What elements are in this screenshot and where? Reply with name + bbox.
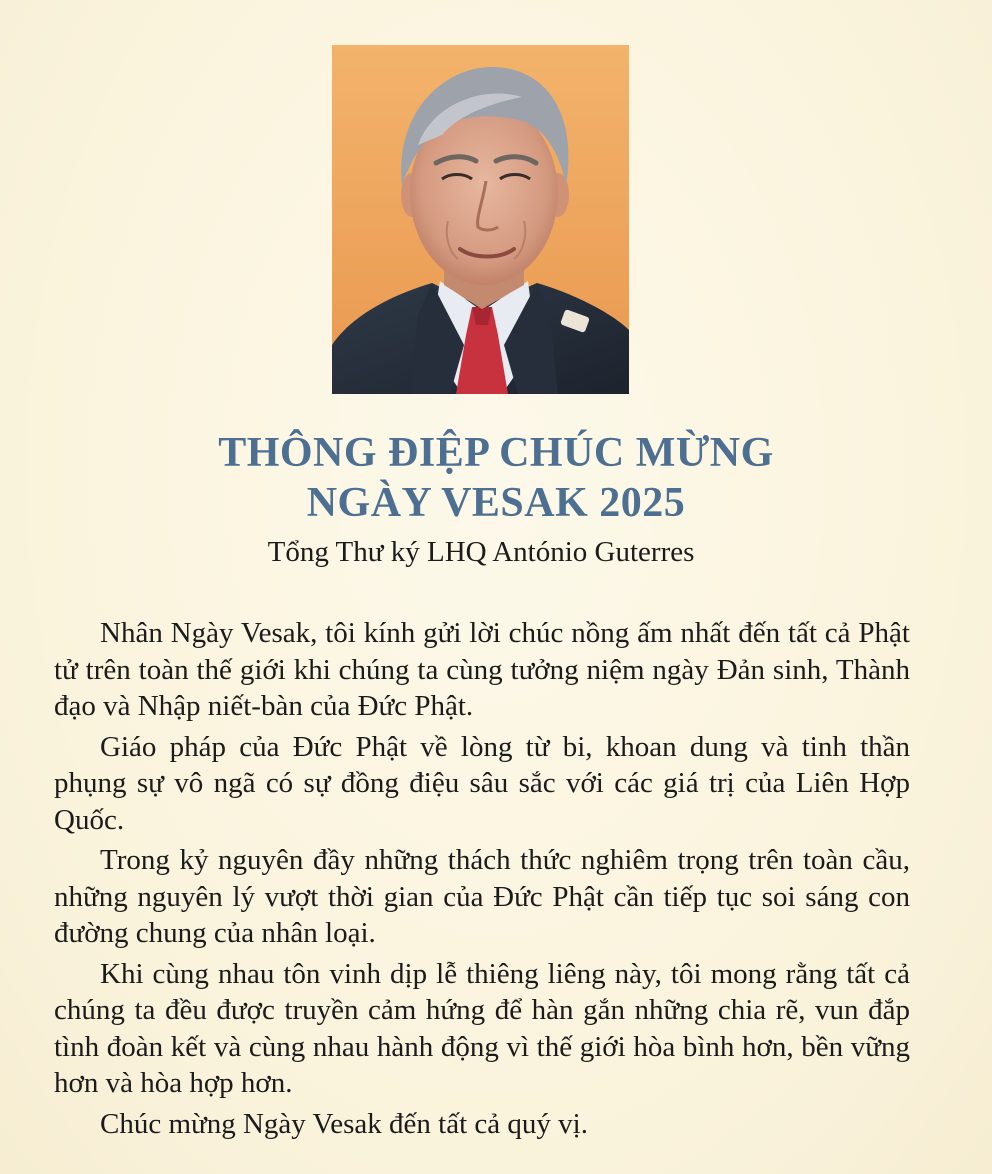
paragraph-4: Khi cùng nhau tôn vinh dịp lễ thiêng liêng này, tôi mong rằng tất cả chúng ta đều được truyền cảm hứng để hàn gắn những chia rẽ, vun đắp tình đoàn kết và cùng nhau hành động vì thế giới hòa bình hơn, bền vững hơn và hòa hợp hơn. <box>54 957 910 1099</box>
paragraph-5: Chúc mừng Ngày Vesak đến tất cả quý vị. <box>100 1107 588 1140</box>
paragraph-3: Trong kỷ nguyên đầy những thách thức nghiêm trọng trên toàn cầu, những nguyên lý vượt thời gian của Đức Phật cần tiếp tục soi sáng con đường chung của nhân loại. <box>54 844 910 949</box>
message-body <box>54 615 910 1146</box>
paragraph-2: Giáo pháp của Đức Phật về lòng từ bi, khoan dung và tinh thần phụng sự vô ngã có sự đồng điệu sâu sắc với các giá trị của Liên Hợp Quốc. <box>54 730 910 836</box>
page-title <box>0 428 992 528</box>
title-line-2: NGÀY VESAK 2025 <box>306 480 686 526</box>
portrait-illustration <box>332 45 629 394</box>
author-byline: Tổng Thư ký LHQ António Guterres <box>267 536 695 568</box>
paragraph-1: Nhân Ngày Vesak, tôi kính gửi lời chúc nồng ấm nhất đến tất cả Phật tử trên toàn thế giới khi chúng ta cùng tưởng niệm ngày Đản sinh, Thành đạo và Nhập niết-bàn của Đức Phật. <box>54 617 910 722</box>
title-line-1: THÔNG ĐIỆP CHÚC MỪNG <box>218 430 774 476</box>
portrait-photo <box>332 45 629 394</box>
